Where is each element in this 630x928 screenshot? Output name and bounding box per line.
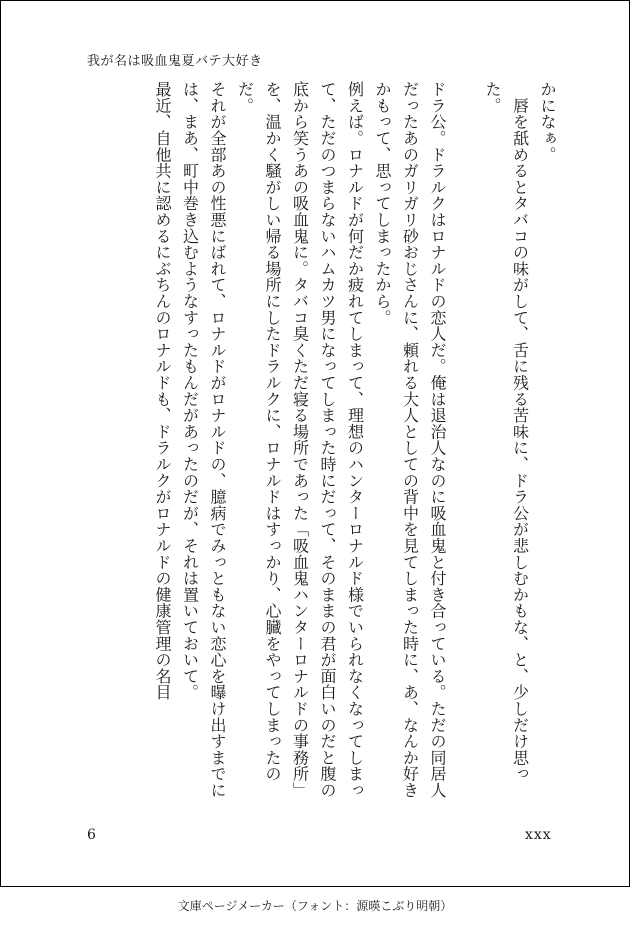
running-header-title: 我が名は吸血鬼夏バテ大好き [87,54,263,69]
blank-line [451,81,479,801]
paragraph: 唇を舐めるとタバコの味がして、舌に残る苦味に、ドラ公が悲しむかもな、と、少しだけ思った。 [483,81,530,782]
page-number: 6 [87,827,96,843]
paragraph: それが全部あの性悪にばれて、ロナルドがロナルドの、臆病でみっともない恋心を曝け出すまでには、まあ、町中巻き込むようなすったもんだがあったのだが、それは置いておいて。 [180,81,227,799]
paragraph: 最近、自他共に認めるにぶちんのロナルドも、ドラルクがロナルドの健康管理の名目 [153,81,172,701]
footer-right-label: xxx [525,827,552,843]
paragraph: ドラ公。ドラルクはロナルドの恋人だ。俺は退治人なのに吸血鬼と付き合っている。ただの同居人だったあのガリガリ砂おじさんに、頼れる大人としての背中を見てしまった時に、あ、なんか好きかもって、思ってしまったから。 [373,81,447,799]
paragraph: かになぁ。 [538,81,557,163]
site-caption: 文庫ページメーカー（フォント：源暎こぶり明朝） [177,899,453,913]
paragraph: 例えば。ロナルドが何だか疲れてしまって、理想のハンターロナルド様でいられなくなってしまって、ただのつまらないハムカツ男になってしまった時にだって、そのままの君が面白いのだと腹の底から笑うあの吸血鬼に。タバコ臭くただ寝る場所であった「吸血鬼ハンターロナルドの事務所」を、温かく騒がしい帰る場所にしたドラルクに、ロナルドはすっかり、心臓をやってしまったのだ。 [235,81,365,799]
vertical-body-text [71,81,561,801]
